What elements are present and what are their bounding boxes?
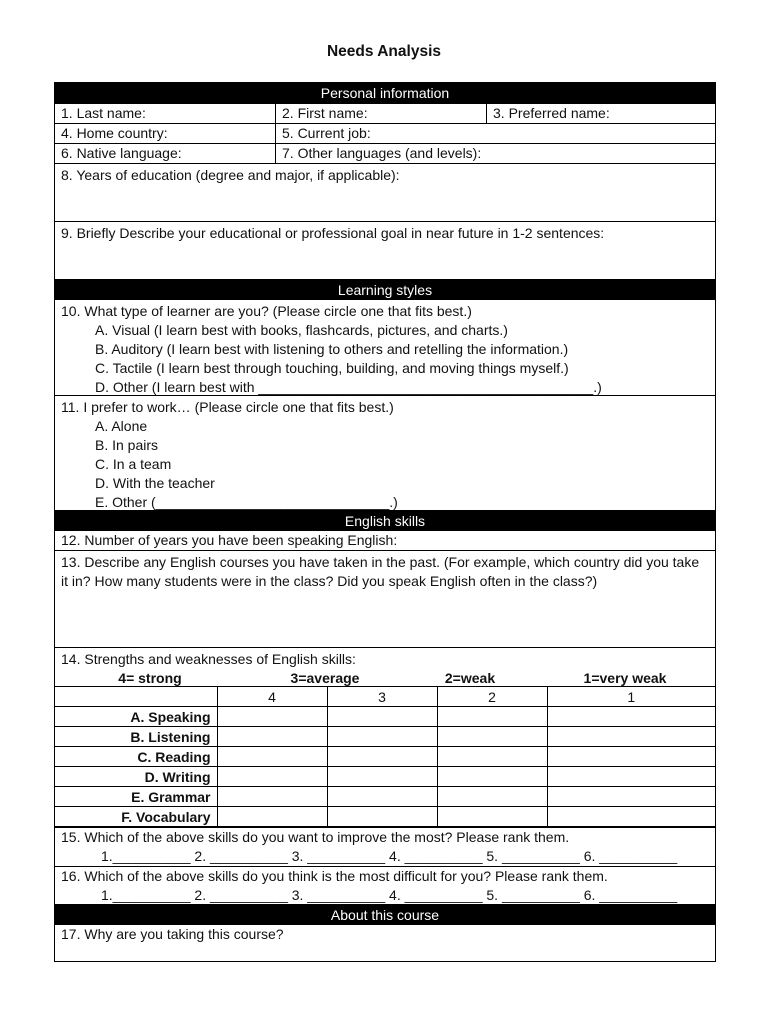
past-courses-field[interactable] [55,550,715,647]
q11-option-pairs[interactable]: B. In pairs [95,437,159,453]
rating-cell[interactable] [437,747,547,767]
page-title: Needs Analysis [326,43,441,60]
column-header-2: 2 [437,687,547,707]
table-header-row [55,687,715,707]
rating-cell[interactable] [437,787,547,807]
name-row [55,103,715,123]
table-row [55,807,715,827]
skill-speaking: A. Speaking [55,707,217,727]
q15-label: 15. Which of the above skills do you want to improve the most? Please rank them. [61,829,570,845]
home-country-field[interactable]: 4. Home country: [61,125,168,141]
needs-analysis-form [54,82,716,962]
scale-average: 3=average [290,670,360,686]
q16-ranking-blanks[interactable]: 1.__________ 2. __________ 3. __________ 4. __________ 5. __________ 6. __________ [101,887,678,903]
preferred-name-field[interactable]: 3. Preferred name: [486,104,715,123]
q11-option-alone[interactable]: A. Alone [95,418,148,434]
rating-cell[interactable] [547,807,715,827]
q15-ranking-blanks[interactable]: 1.__________ 2. __________ 3. __________ 4. __________ 5. __________ 6. __________ [101,848,678,864]
skill-grammar: E. Grammar [55,787,217,807]
q10-option-other[interactable]: D. Other (I learn best with ___________________________________________.) [95,379,602,395]
course-reason-field[interactable] [55,924,715,961]
rating-cell[interactable] [547,707,715,727]
q11-option-other[interactable]: E. Other (______________________________.) [95,494,398,510]
section-header-course: About this course [55,904,715,924]
rating-cell[interactable] [327,747,437,767]
column-header-3: 3 [327,687,437,707]
table-row [55,747,715,767]
rating-cell[interactable] [217,747,327,767]
rating-cell[interactable] [547,727,715,747]
rating-cell[interactable] [327,707,437,727]
education-field[interactable] [55,163,715,221]
q10-option-tactile[interactable]: C. Tactile (I learn best through touching, building, and moving things myself.) [95,360,569,376]
rating-cell[interactable] [547,787,715,807]
column-header-4: 4 [217,687,327,707]
table-row [55,767,715,787]
rating-cell[interactable] [217,767,327,787]
rating-cell[interactable] [217,707,327,727]
rating-cell[interactable] [217,807,327,827]
native-language-field[interactable]: 6. Native language: [61,145,182,161]
skills-rating-table [55,687,715,827]
q10-label: 10. What type of learner are you? (Please circle one that fits best.) [61,303,472,319]
q11-option-team[interactable]: C. In a team [95,456,172,472]
skill-reading: C. Reading [55,747,217,767]
rating-cell[interactable] [217,787,327,807]
column-header-1: 1 [547,687,715,707]
table-row [55,787,715,807]
rating-cell[interactable] [437,727,547,747]
q11-option-teacher[interactable]: D. With the teacher [95,475,215,491]
rating-cell[interactable] [327,767,437,787]
skill-listening: B. Listening [55,727,217,747]
rating-cell[interactable] [547,767,715,787]
q13-label: 13. Describe any English courses you have taken in the past. (For example, which country did you take it in? How many students were in the class? Did you speak English often in the class?) [61,554,700,589]
goal-field[interactable] [55,221,715,279]
skill-vocabulary: F. Vocabulary [55,807,217,827]
rating-cell[interactable] [327,727,437,747]
rating-cell[interactable] [547,747,715,767]
scale-strong: 4= strong [118,670,182,686]
table-corner-cell [55,687,217,707]
first-name-field[interactable]: 2. First name: [275,104,486,123]
section-header-personal: Personal information [55,83,715,103]
rating-cell[interactable] [437,707,547,727]
q17-label: 17. Why are you taking this course? [61,926,284,942]
rating-cell[interactable] [437,767,547,787]
strengths-question [55,647,715,686]
current-job-field[interactable]: 5. Current job: [275,124,715,143]
work-preference-question [55,395,715,510]
q12-label: 12. Number of years you have been speaking English: [61,532,398,548]
q14-label: 14. Strengths and weaknesses of English skills: [61,651,356,667]
rating-cell[interactable] [217,727,327,747]
rating-cell[interactable] [327,787,437,807]
language-row [55,143,715,163]
table-row [55,727,715,747]
last-name-field[interactable]: 1. Last name: [61,105,146,121]
scale-very-weak: 1=very weak [583,670,667,686]
q10-option-visual[interactable]: A. Visual (I learn best with books, flashcards, pictures, and charts.) [95,322,508,338]
learner-type-question [55,299,715,395]
difficult-ranking-question [55,866,715,904]
table-row [55,707,715,727]
improve-ranking-question [55,827,715,866]
country-row [55,123,715,143]
q16-label: 16. Which of the above skills do you think is the most difficult for you? Please rank them. [61,868,608,884]
q10-option-auditory[interactable]: B. Auditory (I learn best with listening to others and retelling the information.) [95,341,569,357]
education-label: 8. Years of education (degree and major, if applicable): [61,167,400,183]
other-languages-field[interactable]: 7. Other languages (and levels): [275,144,715,163]
scale-weak: 2=weak [444,670,496,686]
rating-cell[interactable] [437,807,547,827]
years-speaking-field[interactable] [55,530,715,550]
section-header-english: English skills [55,510,715,530]
rating-cell[interactable] [327,807,437,827]
skills-grid-row [55,686,715,827]
goal-label: 9. Briefly Describe your educational or professional goal in near future in 1-2 sentences: [61,225,605,241]
skill-writing: D. Writing [55,767,217,787]
section-header-learning: Learning styles [55,279,715,299]
q11-label: 11. I prefer to work… (Please circle one that fits best.) [61,399,394,415]
